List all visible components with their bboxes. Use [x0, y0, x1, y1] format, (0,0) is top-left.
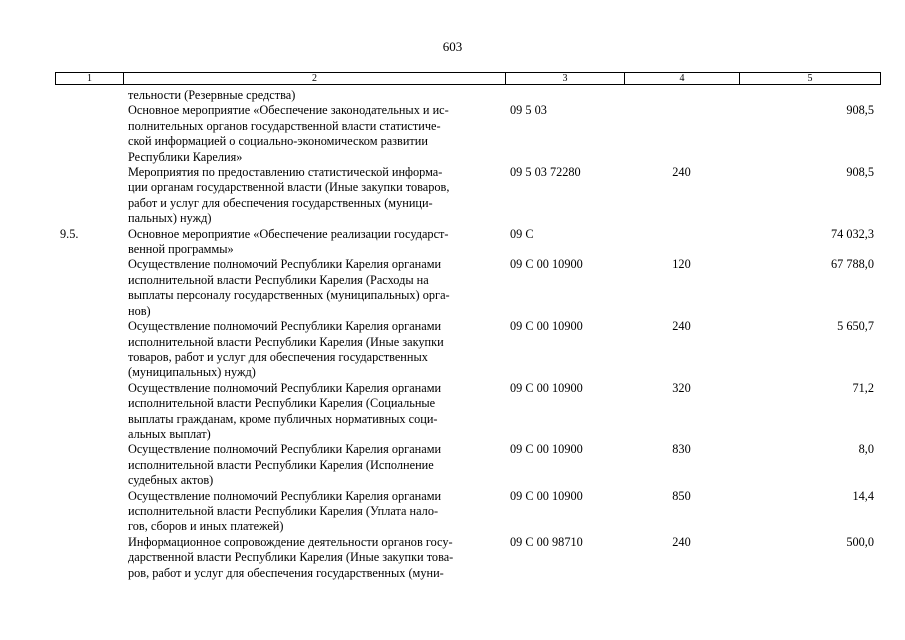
row-expense-type: 120 [672, 257, 691, 272]
row-description [123, 442, 505, 488]
table-body [55, 88, 880, 581]
row-expense-type: 240 [672, 165, 691, 180]
description-line: Осуществление полномочий Республики Карелия органами [128, 257, 442, 272]
row-expense-type: 320 [672, 380, 691, 395]
description-line: выплаты гражданам, кроме публичных нормативных соци- [128, 411, 438, 426]
row-amount: 71,2 [852, 380, 874, 395]
row-description [123, 103, 505, 165]
row-code: 09 С 00 10900 [510, 319, 583, 334]
row-number [55, 257, 123, 319]
description-line: нов) [128, 303, 151, 318]
row-number [55, 165, 123, 227]
row-number [55, 319, 123, 381]
row-code: 09 С 00 10900 [510, 488, 583, 503]
row-code: 09 С 00 10900 [510, 442, 583, 457]
table-row [55, 227, 880, 258]
column-header-5: 5 [740, 73, 881, 85]
column-header-2: 2 [124, 73, 506, 85]
description-line: исполнительной власти Республики Карелия (Уплата нало- [128, 503, 439, 518]
description-line: исполнительной власти Республики Карелия (Социальные [128, 396, 436, 411]
row-expense-type: 830 [672, 442, 691, 457]
description-line: Осуществление полномочий Республики Карелия органами [128, 488, 442, 503]
table-row [55, 442, 880, 488]
row-amount: 908,5 [846, 165, 874, 180]
description-line: выплаты персоналу государственных (муниципальных) орга- [128, 288, 450, 303]
row-description [123, 381, 505, 443]
row-number: 9.5. [60, 226, 79, 241]
column-header-table [55, 72, 881, 85]
description-line: (муниципальных) нужд) [128, 365, 256, 380]
row-amount: 5 650,7 [837, 319, 874, 334]
description-line: исполнительной власти Республики Карелия (Исполнение [128, 457, 434, 472]
row-expense-type: 850 [672, 488, 691, 503]
row-amount: 8,0 [858, 442, 874, 457]
table-row [55, 257, 880, 319]
description-line: гов, сборов и иных платежей) [128, 519, 284, 534]
description-line: Информационное сопровождение деятельности органов госу- [128, 534, 453, 549]
row-description [123, 88, 505, 103]
table-row [55, 489, 880, 535]
row-expense-type [624, 103, 739, 165]
column-header-1: 1 [56, 73, 124, 85]
description-line: Осуществление полномочий Республики Карелия органами [128, 319, 442, 334]
table-row [55, 165, 880, 227]
row-expense-type: 240 [672, 534, 691, 549]
row-description [123, 165, 505, 227]
description-line: Осуществление полномочий Республики Карелия органами [128, 380, 442, 395]
row-code [505, 88, 624, 103]
table-row [55, 88, 880, 103]
description-line: пальных) нужд) [128, 211, 212, 226]
description-line: товаров, работ и услуг для обеспечения государственных [128, 349, 428, 364]
row-amount: 500,0 [846, 534, 874, 549]
description-line: венной программы» [128, 242, 234, 257]
row-description [123, 319, 505, 381]
description-line: Республики Карелия» [128, 149, 243, 164]
row-description [123, 489, 505, 535]
description-line: полнительных органов государственной власти статистиче- [128, 118, 441, 133]
row-code: 09 5 03 72280 [510, 165, 581, 180]
description-line: Основное мероприятие «Обеспечение законодательных и ис- [128, 103, 449, 118]
row-code: 09 С 00 98710 [510, 534, 583, 549]
description-line: дарственной власти Республики Карелия (Иные закупки това- [128, 550, 454, 565]
row-number [55, 489, 123, 535]
row-number [55, 88, 123, 103]
description-line: Осуществление полномочий Республики Карелия органами [128, 442, 442, 457]
table-row [55, 381, 880, 443]
description-line: работ и услуг для обеспечения государственных (муници- [128, 195, 433, 210]
description-line: ской информацией о социально-экономическом развитии [128, 134, 428, 149]
row-code: 09 С 00 10900 [510, 380, 583, 395]
row-amount: 14,4 [852, 488, 874, 503]
table-row [55, 319, 880, 381]
row-description [123, 257, 505, 319]
description-line: Мероприятия по предоставлению статистической информа- [128, 165, 443, 180]
row-number [55, 535, 123, 581]
description-line: ров, работ и услуг для обеспечения государственных (муни- [128, 565, 444, 580]
row-expense-type [624, 88, 739, 103]
description-line: альных выплат) [128, 426, 211, 441]
row-description [123, 535, 505, 581]
row-amount [739, 88, 880, 103]
row-expense-type: 240 [672, 319, 691, 334]
row-number [55, 103, 123, 165]
description-line: судебных актов) [128, 473, 214, 488]
page-number: 603 [442, 39, 463, 54]
column-header-4: 4 [625, 73, 740, 85]
column-header-3: 3 [506, 73, 625, 85]
description-line: тельности (Резервные средства) [128, 88, 296, 102]
row-code: 09 5 03 [510, 103, 547, 118]
row-code: 09 С [510, 226, 534, 241]
row-number [55, 381, 123, 443]
description-line: исполнительной власти Республики Карелия (Иные закупки [128, 334, 444, 349]
row-amount: 74 032,3 [830, 226, 874, 241]
row-code: 09 С 00 10900 [510, 257, 583, 272]
row-amount: 908,5 [846, 103, 874, 118]
row-expense-type [624, 227, 739, 258]
column-header-row [56, 73, 881, 85]
row-description [123, 227, 505, 258]
table-row [55, 535, 880, 581]
description-line: исполнительной власти Республики Карелия (Расходы на [128, 272, 429, 287]
row-amount: 67 788,0 [830, 257, 874, 272]
table-row [55, 103, 880, 165]
description-line: ции органам государственной власти (Иные закупки товаров, [128, 180, 450, 195]
row-number [55, 442, 123, 488]
description-line: Основное мероприятие «Обеспечение реализации государст- [128, 226, 449, 241]
